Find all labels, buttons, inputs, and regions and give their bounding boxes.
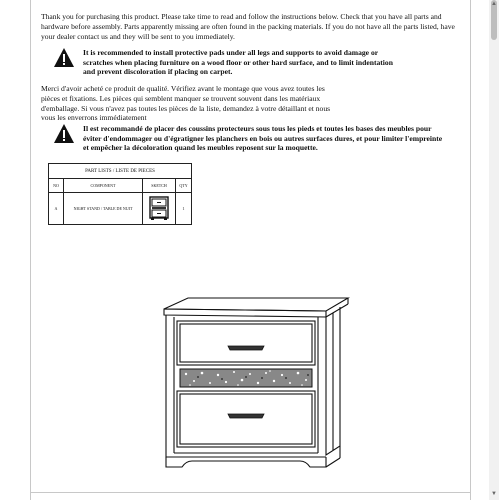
parts-table-header: [49, 179, 192, 193]
cell-sketch: [143, 193, 176, 225]
cell-no: A: [49, 193, 64, 225]
header-qty: QTY: [176, 179, 192, 193]
vertical-scrollbar[interactable]: [489, 0, 499, 500]
parts-table-title: PART LISTS / LISTE DE PIECES: [49, 164, 192, 179]
header-component: COMPONENT: [64, 179, 143, 193]
scroll-up-arrow-icon[interactable]: ▲: [491, 1, 497, 7]
cell-qty: 1: [176, 193, 192, 225]
page-left-edge: [30, 0, 31, 500]
header-sketch: SKETCH: [143, 179, 176, 193]
table-row: [49, 193, 192, 225]
intro-french: Merci d'avoir acheté ce produit de qualité. Vérifiez avant le montage que vous avez toutes les pièces et fixations. Les pièces qui semblent manquer se trouvent souvent dans les matériaux d'emballage. Si vous n'avez pas toutes les pièces de la liste, demandez à votre détaillant et nous vous les enverrons immédiatement: [41, 84, 331, 123]
warning-french: Il est recommandé de placer des coussins protecteurs sous tous les pieds et toutes les bases des meubles pour éviter d'endommager ou d'égratigner les planchers en bois ou autres surfaces dures, et pour limiter l'empreinte et empêcher la décoloration quand les meubles reposent sur la moquette.: [83, 124, 443, 153]
cell-component: NIGHT STAND / TABLE DE NUIT: [64, 193, 143, 225]
page-bottom-rule: [30, 492, 471, 493]
warning-english: It is recommended to install protective pads under all legs and supports to avoid damage or scratches when placing furniture on a wood floor or other hard surface, and to limit indentation and prevent discoloration if placing on carpet.: [83, 48, 393, 77]
nightstand-sketch-icon: [148, 195, 170, 221]
parts-list-table: [48, 163, 192, 225]
intro-english: Thank you for purchasing this product. Please take time to read and follow the instructions below. Check that you have all parts and hardware before assembly. Parts apparently missing are often found in the packing materials. If you do not have all the parts listed, have your dealer contact us and they will be sent to you immediately.: [41, 12, 455, 41]
page-right-edge: [470, 0, 471, 500]
scroll-down-arrow-icon[interactable]: ▼: [491, 491, 497, 497]
warning-triangle-icon: [53, 47, 75, 69]
nightstand-drawing: [150, 295, 355, 470]
warning-triangle-icon: [53, 123, 75, 145]
header-no: NO: [49, 179, 64, 193]
